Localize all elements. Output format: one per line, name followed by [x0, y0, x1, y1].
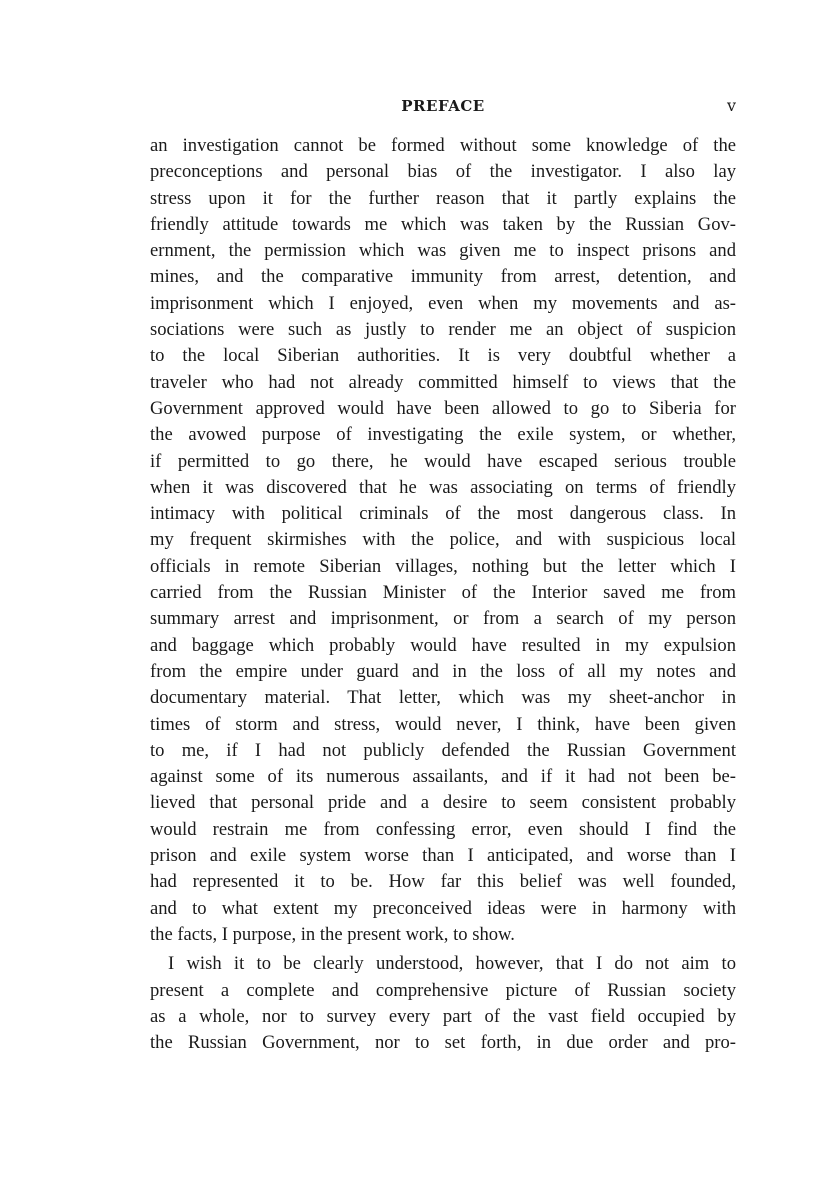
text-line: Government approved would have been allowed to go to Siberia for	[150, 397, 736, 419]
text-line: an investigation cannot be formed without some knowledge of the	[150, 135, 736, 156]
text-line: carried from the Russian Minister of the Interior saved me from	[150, 582, 736, 604]
text-line: and to what extent my preconceived ideas were in harmony with	[150, 897, 736, 919]
paragraph-continued	[150, 133, 736, 948]
text-line: the Russian Government, nor to set forth, in due order and pro-	[150, 1032, 736, 1054]
text-line: lieved that personal pride and a desire to seem consistent probably	[150, 792, 736, 814]
text-line: intimacy with political criminals of the most dangerous class. In	[150, 503, 736, 525]
text-line: the facts, I purpose, in the present work, to show.	[150, 923, 515, 945]
text-line: the avowed purpose of investigating the exile system, or whether,	[150, 424, 736, 446]
text-line: to me, if I had not publicly defended the Russian Government	[150, 739, 736, 761]
text-line: sociations were such as justly to render me an object of suspicion	[150, 319, 736, 341]
text-line: summary arrest and imprisonment, or from a search of my person	[150, 608, 736, 630]
text-line: times of storm and stress, would never, I think, have been given	[150, 713, 736, 735]
text-line: prison and exile system worse than I anticipated, and worse than I	[150, 845, 736, 867]
text-line: documentary material. That letter, which was my sheet-anchor in	[150, 687, 736, 709]
text-line: imprisonment which I enjoyed, even when my movements and as-	[150, 292, 736, 314]
text-line: stress upon it for the further reason that it partly explains the	[150, 187, 736, 209]
running-head	[150, 92, 736, 120]
text-line: had represented it to be. How far this belief was well founded,	[150, 871, 736, 893]
text-line: traveler who had not already committed himself to views that the	[150, 371, 736, 393]
text-line: I wish it to be clearly understood, however, that I do not aim to	[168, 953, 736, 975]
text-line: officials in remote Siberian villages, nothing but the letter which I	[150, 555, 736, 577]
page-number: v	[726, 96, 736, 115]
text-line: would restrain me from confessing error, even should I find the	[150, 818, 736, 840]
text-line: as a whole, nor to survey every part of the vast field occupied by	[150, 1005, 736, 1027]
text-line: ernment, the permission which was given me to inspect prisons and	[150, 240, 736, 262]
text-line: if permitted to go there, he would have escaped serious trouble	[150, 450, 736, 472]
text-line: friendly attitude towards me which was taken by the Russian Gov-	[150, 213, 736, 235]
text-line: when it was discovered that he was associating on terms of friendly	[150, 476, 736, 498]
text-line: preconceptions and personal bias of the investigator. I also lay	[150, 161, 736, 183]
paragraph	[150, 951, 736, 1056]
text-line: present a complete and comprehensive picture of Russian society	[150, 979, 736, 1001]
running-title: PREFACE	[401, 97, 485, 115]
text-line: and baggage which probably would have resulted in my expulsion	[150, 634, 736, 656]
text-line: my frequent skirmishes with the police, and with suspicious local	[150, 529, 736, 551]
text-line: to the local Siberian authorities. It is very doubtful whether a	[150, 345, 736, 367]
text-line: against some of its numerous assailants, and if it had not been be-	[150, 766, 736, 788]
text-line: from the empire under guard and in the loss of all my notes and	[150, 660, 736, 682]
body-text	[150, 133, 736, 1056]
text-line: mines, and the comparative immunity from arrest, detention, and	[150, 266, 736, 288]
